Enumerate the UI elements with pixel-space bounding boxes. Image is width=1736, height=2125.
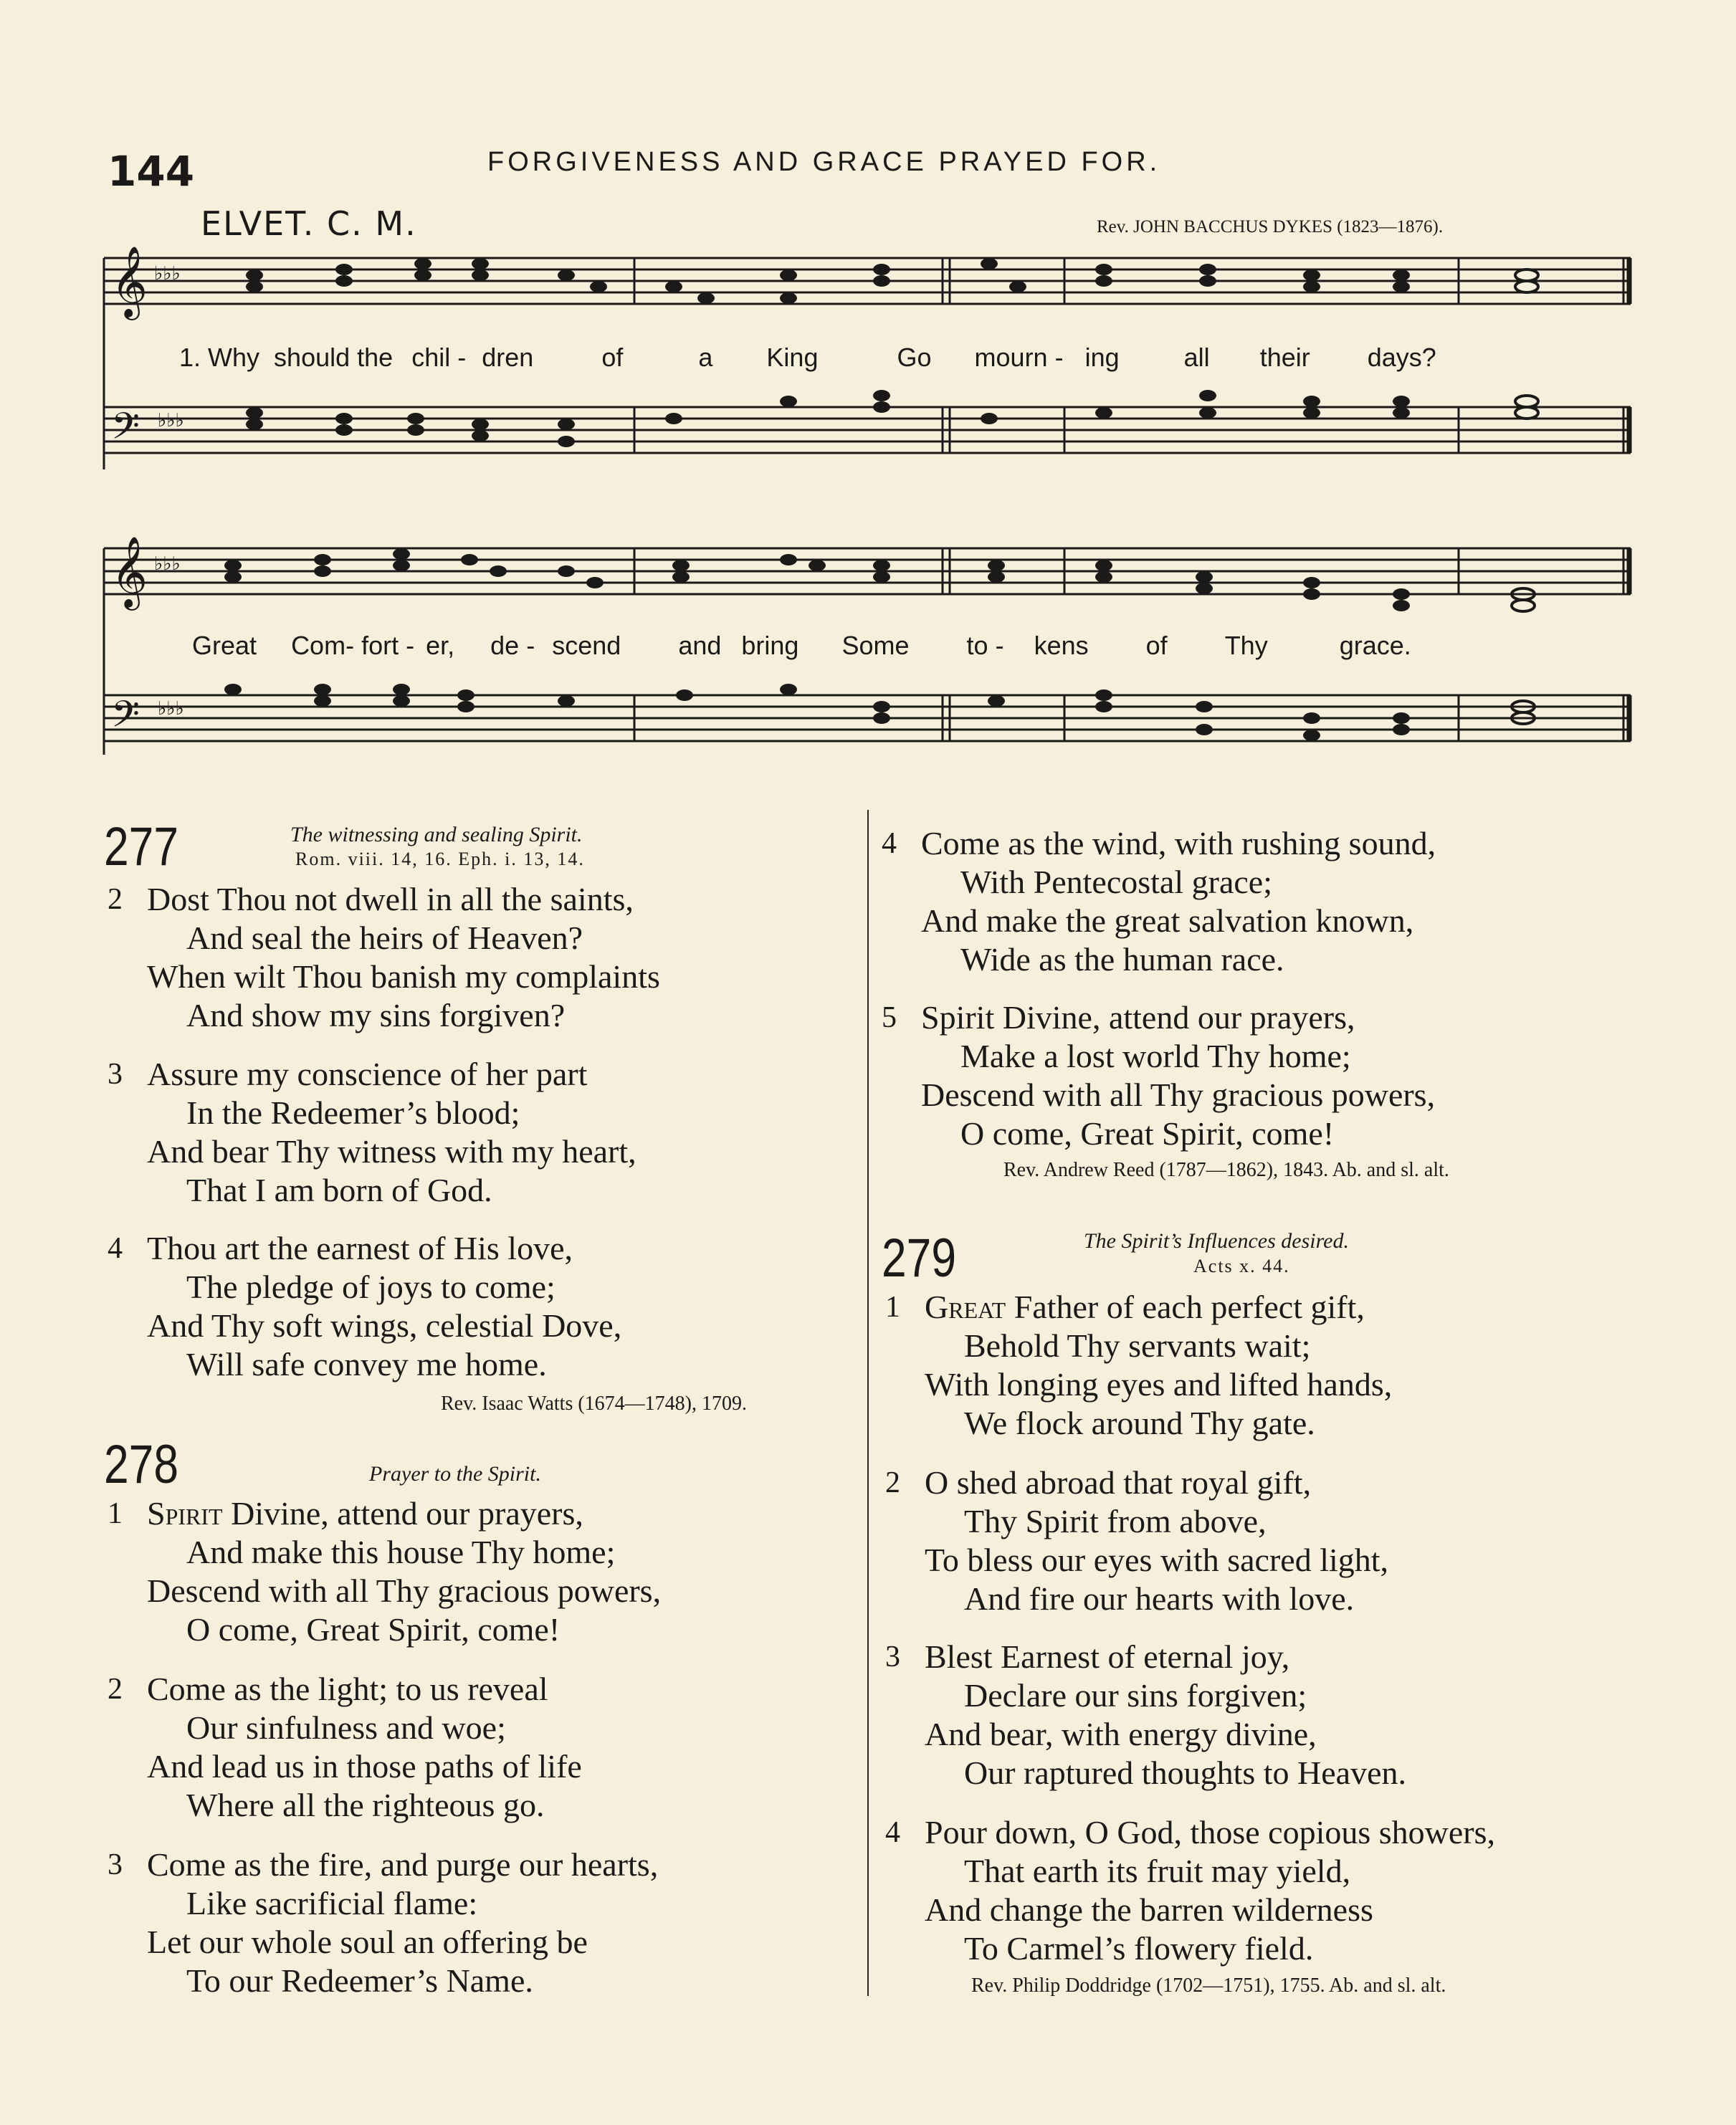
verse-line: O come, Great Spirit, come! bbox=[960, 1115, 1335, 1152]
verse-line: In the Redeemer’s blood; bbox=[186, 1094, 520, 1131]
lyric-syllable: Thy bbox=[1224, 631, 1268, 660]
svg-text:♭♭♭: ♭♭♭ bbox=[154, 263, 181, 285]
verse-line: The pledge of joys to come; bbox=[186, 1269, 555, 1305]
lyric-system-2 bbox=[192, 631, 1411, 661]
page-number: 144 bbox=[108, 147, 195, 196]
verse-number: 2 bbox=[885, 1466, 900, 1499]
lyric-syllable: to - bbox=[966, 631, 1004, 660]
verse-line: Come as the fire, and purge our hearts, bbox=[147, 1846, 659, 1883]
lyric-syllable: Some bbox=[841, 631, 910, 660]
lyric-syllable: Com- bbox=[291, 631, 355, 660]
svg-text:♭♭♭: ♭♭♭ bbox=[158, 410, 184, 431]
lyric-syllable: er, bbox=[426, 631, 455, 660]
verse-number: 4 bbox=[108, 1232, 123, 1265]
lyric-syllable: kens bbox=[1034, 631, 1089, 660]
bass-clef-icon: 𝄢 bbox=[111, 404, 140, 457]
verse-number: 3 bbox=[108, 1058, 123, 1091]
verse bbox=[882, 824, 1436, 979]
verse-number: 1 bbox=[108, 1497, 123, 1530]
lyric-syllable: scend bbox=[552, 631, 621, 660]
verse-line: And seal the heirs of Heaven? bbox=[186, 920, 583, 956]
verse-line: Declare our sins forgiven; bbox=[964, 1677, 1307, 1714]
verse-number: 4 bbox=[885, 1816, 900, 1849]
verse-first-word: Great bbox=[925, 1289, 1006, 1325]
verse-line: Divine, attend our prayers, bbox=[222, 1495, 583, 1532]
verse bbox=[108, 880, 660, 1035]
verse-number: 1 bbox=[885, 1291, 900, 1324]
verse-line: Descend with all Thy gracious powers, bbox=[921, 1076, 1436, 1113]
lyric-system-1 bbox=[179, 343, 1436, 373]
verse-line: To our Redeemer’s Name. bbox=[186, 1962, 533, 1999]
verse-line: Come as the wind, with rushing sound, bbox=[921, 825, 1436, 861]
tune-composer: Rev. JOHN BACCHUS DYKES (1823—1876). bbox=[1097, 217, 1444, 237]
scripture-reference: Rom. viii. 14, 16. Eph. i. 13, 14. bbox=[295, 849, 585, 869]
verse-line: Our raptured thoughts to Heaven. bbox=[964, 1754, 1407, 1791]
lyric-syllable: grace. bbox=[1339, 631, 1411, 660]
lyric-syllable: fort - bbox=[361, 631, 415, 660]
treble-staff-lines bbox=[104, 258, 1631, 304]
verse-number: 2 bbox=[108, 883, 123, 916]
verse-first-word: Spirit bbox=[147, 1495, 223, 1532]
svg-text:♭♭♭: ♭♭♭ bbox=[158, 698, 184, 720]
verse-line: Make a lost world Thy home; bbox=[960, 1038, 1351, 1074]
lyric-syllable: all bbox=[1183, 343, 1210, 372]
hymn-title: The witnessing and sealing Spirit. bbox=[290, 823, 583, 846]
verse-line: And make this house Thy home; bbox=[186, 1534, 616, 1570]
treble-clef-icon: 𝄞 bbox=[111, 536, 148, 608]
verse-line: Assure my conscience of her part bbox=[147, 1056, 588, 1092]
verse-line: Dost Thou not dwell in all the saints, bbox=[147, 881, 634, 917]
verse-line: Spirit Divine, attend our prayers, bbox=[921, 999, 1355, 1036]
svg-text:♭♭♭: ♭♭♭ bbox=[154, 553, 181, 575]
hymn-title: Prayer to the Spirit. bbox=[369, 1462, 541, 1486]
lyric-syllable: should the bbox=[274, 343, 394, 372]
lyric-syllable: chil - bbox=[411, 343, 467, 372]
verse bbox=[108, 1670, 582, 1825]
verse-line: That earth its fruit may yield, bbox=[964, 1853, 1351, 1889]
hymn-number-277: 277 bbox=[104, 816, 178, 877]
verse-line: And make the great salvation known, bbox=[921, 902, 1414, 939]
hymn-title: The Spirit’s Influences desired. bbox=[1084, 1229, 1349, 1253]
verse-line: And bear Thy witness with my heart, bbox=[147, 1133, 636, 1170]
lyric-syllable: 1. Why bbox=[179, 343, 260, 372]
verse-line: O come, Great Spirit, come! bbox=[186, 1611, 561, 1648]
verse bbox=[885, 1813, 1495, 1968]
lyric-syllable: and bbox=[678, 631, 722, 660]
verse-line: Behold Thy servants wait; bbox=[964, 1327, 1311, 1364]
verse-line: That I am born of God. bbox=[186, 1172, 492, 1208]
lyric-syllable: Great bbox=[192, 631, 257, 660]
verse-line: Come as the light; to us reveal bbox=[147, 1671, 548, 1707]
attribution: Rev. Philip Doddridge (1702—1751), 1755. Ab. and sl. alt. bbox=[971, 1974, 1446, 1997]
bass-clef-icon: 𝄢 bbox=[111, 692, 140, 745]
verse-line: When wilt Thou banish my complaints bbox=[147, 958, 660, 995]
running-title: FORGIVENESS AND GRACE PRAYED FOR. bbox=[487, 147, 1161, 177]
hymn-number-278: 278 bbox=[104, 1434, 178, 1495]
verse-number: 4 bbox=[882, 827, 897, 860]
lyric-syllable: de - bbox=[490, 631, 535, 660]
verse-line: Pour down, O God, those copious showers, bbox=[925, 1814, 1496, 1851]
scripture-reference: Acts x. 44. bbox=[1193, 1256, 1290, 1276]
verse-line: And Thy soft wings, celestial Dove, bbox=[147, 1307, 622, 1344]
verse bbox=[108, 1229, 621, 1384]
verse-line: With longing eyes and lifted hands, bbox=[925, 1366, 1393, 1403]
verse bbox=[885, 1288, 1392, 1443]
verse bbox=[885, 1638, 1406, 1792]
column-divider bbox=[867, 810, 869, 1996]
lyric-syllable: of bbox=[1145, 631, 1168, 660]
lyric-syllable: their bbox=[1259, 343, 1310, 372]
attribution: Rev. Isaac Watts (1674—1748), 1709. bbox=[441, 1393, 747, 1415]
tune-name: ELVET. C. M. bbox=[201, 204, 417, 243]
lyric-syllable: a bbox=[698, 343, 713, 372]
verse-line: Wide as the human race. bbox=[960, 941, 1284, 978]
lyric-syllable: days? bbox=[1367, 343, 1436, 372]
lyric-syllable: bring bbox=[741, 631, 799, 660]
verse bbox=[108, 1845, 658, 2000]
verse-line: We flock around Thy gate. bbox=[964, 1405, 1315, 1441]
verse bbox=[882, 998, 1435, 1153]
verse-line: And change the barren wilderness bbox=[925, 1891, 1373, 1928]
verse-line: Descend with all Thy gracious powers, bbox=[147, 1572, 662, 1609]
verse-number: 3 bbox=[885, 1641, 900, 1673]
hymn-number-279: 279 bbox=[882, 1228, 956, 1289]
verse-line: To Carmel’s flowery field. bbox=[964, 1930, 1314, 1967]
verse-line: Will safe convey me home. bbox=[186, 1346, 547, 1383]
verse-line: Where all the righteous go. bbox=[186, 1787, 545, 1823]
verse-line: O shed abroad that royal gift, bbox=[925, 1464, 1312, 1501]
verse bbox=[108, 1494, 661, 1649]
verse-line: And lead us in those paths of life bbox=[147, 1748, 582, 1785]
verse-number: 5 bbox=[882, 1001, 897, 1034]
verse-number: 2 bbox=[108, 1673, 123, 1706]
verse-line: Thou art the earnest of His love, bbox=[147, 1230, 573, 1266]
verse-line: Like sacrificial flame: bbox=[186, 1885, 478, 1921]
attribution: Rev. Andrew Reed (1787—1862), 1843. Ab. and sl. alt. bbox=[1003, 1159, 1449, 1181]
lyric-syllable: dren bbox=[482, 343, 534, 372]
verse-line: Our sinfulness and woe; bbox=[186, 1709, 506, 1746]
verse-line: With Pentecostal grace; bbox=[960, 864, 1272, 900]
verse bbox=[885, 1463, 1388, 1618]
lyric-syllable: mourn - bbox=[974, 343, 1064, 372]
lyric-syllable: Go bbox=[897, 343, 932, 372]
verse-line: And show my sins forgiven? bbox=[186, 997, 566, 1033]
treble-clef-icon: 𝄞 bbox=[111, 246, 148, 317]
verse-line: Father of each perfect gift, bbox=[1006, 1289, 1365, 1325]
lyric-syllable: ing bbox=[1084, 343, 1120, 372]
lyric-syllable: of bbox=[601, 343, 624, 372]
lyric-syllable: King bbox=[766, 343, 819, 372]
verse-number: 3 bbox=[108, 1848, 123, 1881]
verse-line: And bear, with energy divine, bbox=[925, 1716, 1317, 1752]
verse-line: To bless our eyes with sacred light, bbox=[925, 1542, 1389, 1578]
verse-line: Blest Earnest of eternal joy, bbox=[925, 1638, 1290, 1675]
verse-line: Let our whole soul an offering be bbox=[147, 1924, 588, 1960]
verse-line: And fire our hearts with love. bbox=[964, 1580, 1355, 1617]
verse-line: Thy Spirit from above, bbox=[964, 1503, 1267, 1539]
verse bbox=[108, 1055, 636, 1210]
